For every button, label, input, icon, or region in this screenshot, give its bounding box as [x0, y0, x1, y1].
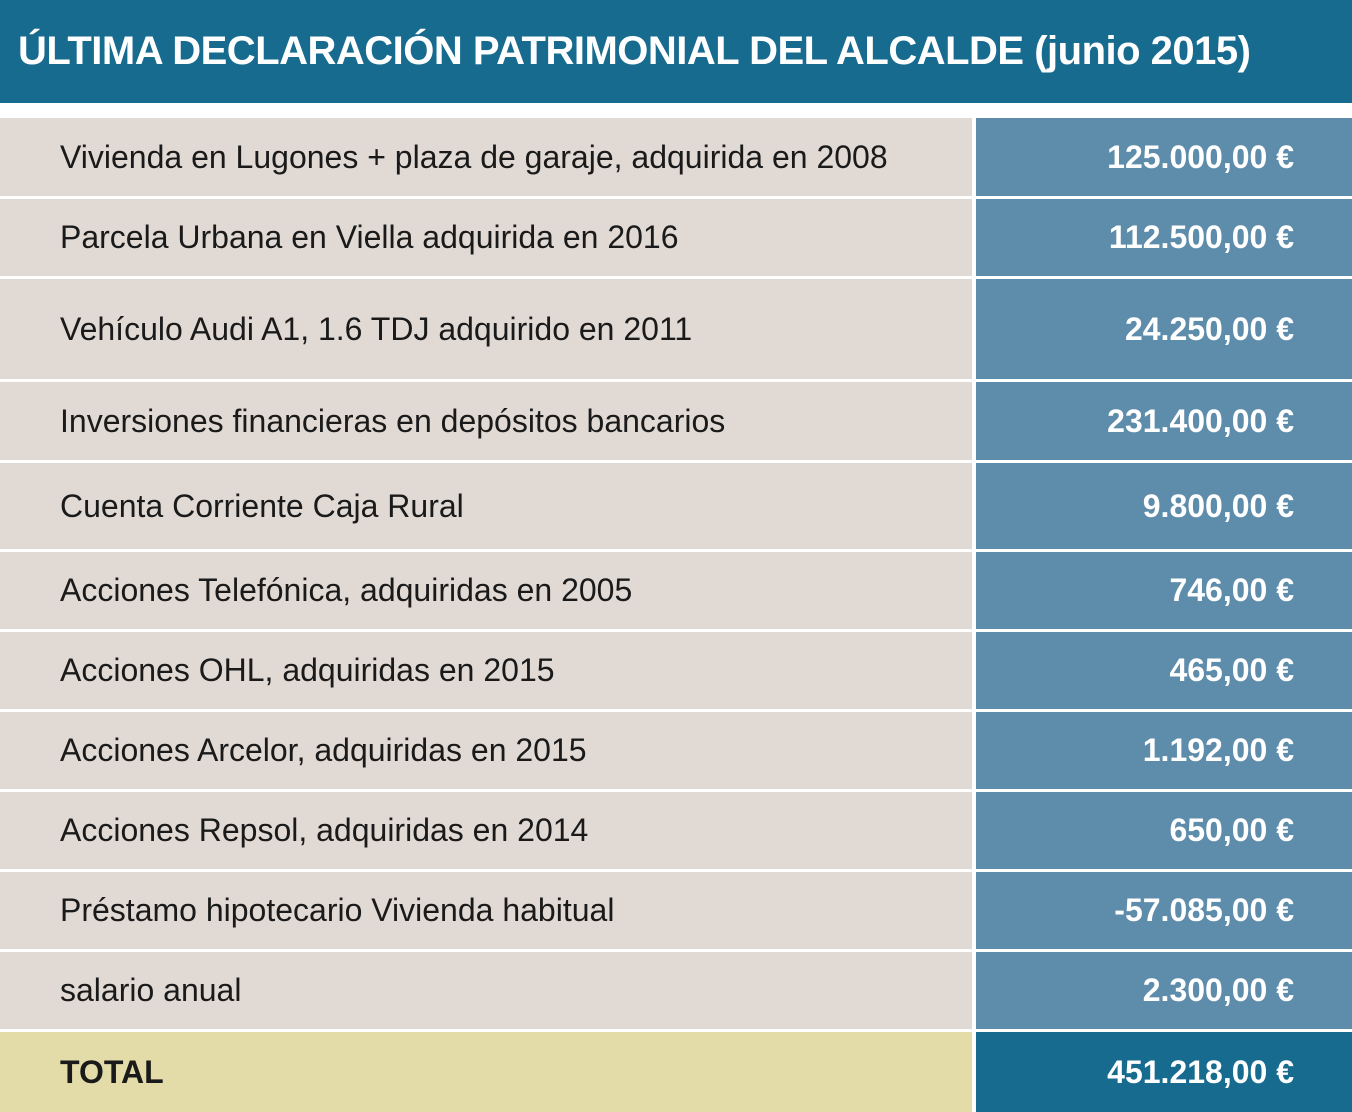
row-value: 9.800,00 € — [976, 463, 1352, 549]
table-row — [0, 952, 1352, 1032]
table-row — [0, 382, 1352, 463]
row-value: 465,00 € — [976, 632, 1352, 709]
table-row — [0, 118, 1352, 199]
row-value: 746,00 € — [976, 552, 1352, 629]
table-row — [0, 792, 1352, 872]
table-row — [0, 199, 1352, 279]
table-row — [0, 463, 1352, 552]
row-value: 231.400,00 € — [976, 382, 1352, 460]
table-row — [0, 632, 1352, 712]
row-label: Vivienda en Lugones + plaza de garaje, adquirida en 2008 — [0, 118, 972, 196]
row-value: 24.250,00 € — [976, 279, 1352, 379]
table-row — [0, 872, 1352, 952]
table-row — [0, 552, 1352, 632]
table-row — [0, 279, 1352, 382]
total-label: TOTAL — [0, 1032, 972, 1112]
row-value: 125.000,00 € — [976, 118, 1352, 196]
row-label: Acciones Repsol, adquiridas en 2014 — [0, 792, 972, 869]
row-label: Acciones Arcelor, adquiridas en 2015 — [0, 712, 972, 789]
row-value: 112.500,00 € — [976, 199, 1352, 276]
row-value: 650,00 € — [976, 792, 1352, 869]
assets-table — [0, 118, 1352, 1112]
table-row — [0, 712, 1352, 792]
total-row — [0, 1032, 1352, 1112]
table-title: ÚLTIMA DECLARACIÓN PATRIMONIAL DEL ALCALDE (junio 2015) — [0, 0, 1352, 103]
row-label: Acciones OHL, adquiridas en 2015 — [0, 632, 972, 709]
row-label: Préstamo hipotecario Vivienda habitual — [0, 872, 972, 949]
row-label: Vehículo Audi A1, 1.6 TDJ adquirido en 2011 — [0, 279, 972, 379]
row-label: salario anual — [0, 952, 972, 1029]
total-value: 451.218,00 € — [976, 1032, 1352, 1112]
row-label: Cuenta Corriente Caja Rural — [0, 463, 972, 549]
row-value: 2.300,00 € — [976, 952, 1352, 1029]
row-value: -57.085,00 € — [976, 872, 1352, 949]
row-label: Acciones Telefónica, adquiridas en 2005 — [0, 552, 972, 629]
row-label: Parcela Urbana en Viella adquirida en 2016 — [0, 199, 972, 276]
row-label: Inversiones financieras en depósitos bancarios — [0, 382, 972, 460]
row-value: 1.192,00 € — [976, 712, 1352, 789]
